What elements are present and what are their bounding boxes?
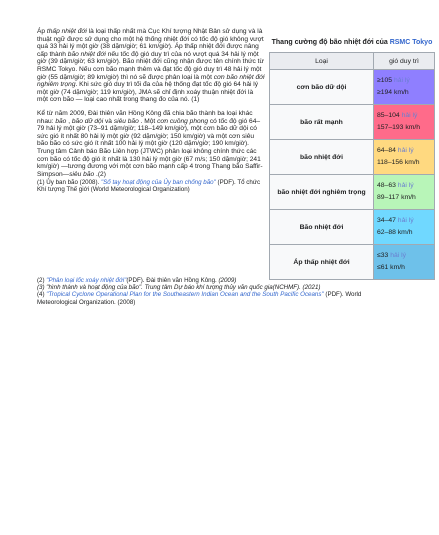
knots-link[interactable]: hải lý	[390, 252, 407, 259]
intensity-scale-table	[269, 52, 435, 280]
knots-link[interactable]: hải lý	[393, 77, 410, 84]
term-tropical-storm: bão nhiệt đới	[67, 50, 106, 58]
wind-cell	[374, 140, 435, 175]
category-cell: bão nhiệt đới	[270, 140, 374, 175]
references-list	[37, 277, 387, 306]
reference-4: (4) "Tropical Cyclone Operational Plan for the Southeastern Indian Ocean and the South Pacific Oceans" (PDF). World Meteorological Organization. (2008)	[37, 291, 362, 306]
wind-kmh: 89–117 km/h	[377, 194, 416, 201]
term-severe-tropical-storm: cơn bão nhiệt đới nghiêm trọng	[37, 73, 265, 89]
column-header-sustained-wind: gió duy trì	[374, 53, 435, 70]
wind-knots: ≤33	[377, 252, 391, 259]
category-cell: Bão nhiệt đới	[270, 210, 374, 245]
text: ,	[66, 117, 72, 125]
reference-2-link[interactable]: "Phân loại lốc xoáy nhiệt đới"	[46, 277, 127, 284]
article-body	[37, 28, 265, 194]
wind-cell	[374, 245, 435, 280]
category-cell: Áp thấp nhiệt đới	[270, 245, 374, 280]
reference-3: (3) "hình thành và hoạt động của bão". Trung tâm Dự báo khí tượng thủy văn quốc gia(NCHMF). (2021)	[37, 284, 321, 292]
reference-1: (1) Ủy ban bão (2008). "Số tay hoạt động của Ủy ban chống bão" (PDF). Tổ chức Khí tượng Thế giới (World Meteorological Organization)	[37, 179, 261, 194]
wind-cell	[374, 210, 435, 245]
text: và	[103, 117, 114, 125]
wind-kmh: 157–193 km/h	[377, 124, 421, 131]
wind-kmh: 118–156 km/h	[377, 159, 420, 166]
reference-2: (2) "Phân loại lốc xoáy nhiệt đới"(PDF). Đài thiên văn Hồng Kông. (2009)	[37, 277, 237, 284]
category-cell: cơn bão dữ dội	[270, 70, 374, 105]
text: có tốc độ gió 64–79 hải lý một giờ (73–91 dặm/giờ; 118–149 km/giờ), một cơn bão dữ dội có sức gió ít nhất 80 hải lý một giờ (92 dặm/giờ; 150 km/giờ) và một cơn siêu bão bão có sức gió ít nhất 100 hải lý một giờ (120 dặm/giờ; 190 km/giờ). Trung tâm Cảnh báo Bão Liên hợp (JTWC) phân loại không chính thức các cơn bão có tốc độ gió ít nhất là 130 hải lý một giờ (67 m/s; 150 dặm/giờ; 241 km/giờ) —tương đương với một cơn bão mạnh cấp 4 trong Thang bão Saffir-Simpson—	[37, 117, 263, 178]
paragraph-hko-classification	[37, 110, 265, 178]
table-caption: Thang cường độ bão nhiệt đới của RSMC Tokyo	[271, 39, 433, 46]
table-row	[270, 140, 435, 175]
table-row	[270, 175, 435, 210]
table-row	[270, 210, 435, 245]
paragraph-intensity-scale	[37, 28, 265, 104]
text: Kể từ năm 2009, Đài thiên văn Hồng Kông đã chia bão thành ba loại khác nhau:	[37, 109, 253, 125]
term-hurricane: cơn cuồng phong	[157, 117, 208, 125]
term-typhoon: bão	[55, 117, 67, 125]
knots-link[interactable]: hải lý	[397, 182, 414, 189]
category-cell: bão rất mạnh	[270, 105, 374, 140]
reference-4-link[interactable]: "Tropical Cyclone Operational Plan for the Southeastern Indian Ocean and the South Pacific Oceans"	[46, 291, 324, 299]
knots-link[interactable]: hải lý	[401, 112, 418, 119]
text: . Một	[138, 117, 158, 125]
text: nếu tốc độ gió duy trì của nó vượt quá 34 hải lý một giờ (39 dặm/giờ; 63 km/giờ). Bão nhiệt đới cũng nhận được tên chính thức từ RSMC Tokyo. Nếu cơn bão mạnh thêm và đạt tốc độ gió duy trì 48 hải lý một giờ (55 dặm/giờ; 89 km/giờ) thì nó sẽ được phân loại là một	[37, 50, 264, 81]
reference-1-link[interactable]: "Số tay hoạt động của Ủy ban chống bão"	[100, 179, 216, 187]
wind-cell	[374, 70, 435, 105]
knots-link[interactable]: hải lý	[397, 217, 414, 224]
text: . Khi sức gió duy trì tối đa của hệ thống đạt tốc độ gió 64 hải lý một giờ (74 dặm/giờ; 119 km/giờ), JMA sẽ chỉ định xoáy thuận nhiệt đới là một cơn bão — loại cao nhất trong thang đo của nó. (1)	[37, 81, 259, 104]
table-row	[270, 245, 435, 280]
wind-cell	[374, 175, 435, 210]
wind-knots: 34–47	[377, 217, 398, 224]
rsmc-tokyo-link[interactable]: RSMC Tokyo	[389, 39, 433, 46]
table-row	[270, 70, 435, 105]
wind-kmh: ≤61 km/h	[377, 264, 405, 271]
intensity-scale-table-wrap	[269, 38, 435, 280]
term-tropical-depression: thấp nhiệt đới	[46, 28, 87, 35]
term-super-typhoon-jtwc: siêu bão	[69, 170, 95, 178]
term-severe-typhoon: bão dữ dội	[71, 117, 104, 125]
wind-knots: 85–104	[377, 112, 402, 119]
wind-kmh: ≥194 km/h	[377, 89, 409, 96]
term-super-typhoon: siêu bão	[113, 117, 139, 125]
column-header-category: Loại	[270, 53, 374, 70]
wind-knots: ≥105	[377, 77, 394, 84]
text: Áp	[37, 28, 47, 35]
text: .(2)	[94, 170, 106, 178]
table-row	[270, 105, 435, 140]
wind-kmh: 62–88 km/h	[377, 229, 413, 236]
text: là loại thấp nhất mà Cục Khí tượng Nhật Bản sử dụng và là thuật ngữ được sử dụng cho một hệ thống nhiệt đới có tốc độ gió không vượt quá 33 hải lý một giờ (38 dặm/giờ; 61 km/giờ). Áp thấp nhiệt đới được nâng cấp thành	[37, 28, 264, 58]
wind-cell	[374, 105, 435, 140]
wind-knots: 48–63	[377, 182, 398, 189]
wind-knots: 64–84	[377, 147, 398, 154]
knots-link[interactable]: hải lý	[397, 147, 414, 154]
category-cell: bão nhiệt đới nghiêm trọng	[270, 175, 374, 210]
